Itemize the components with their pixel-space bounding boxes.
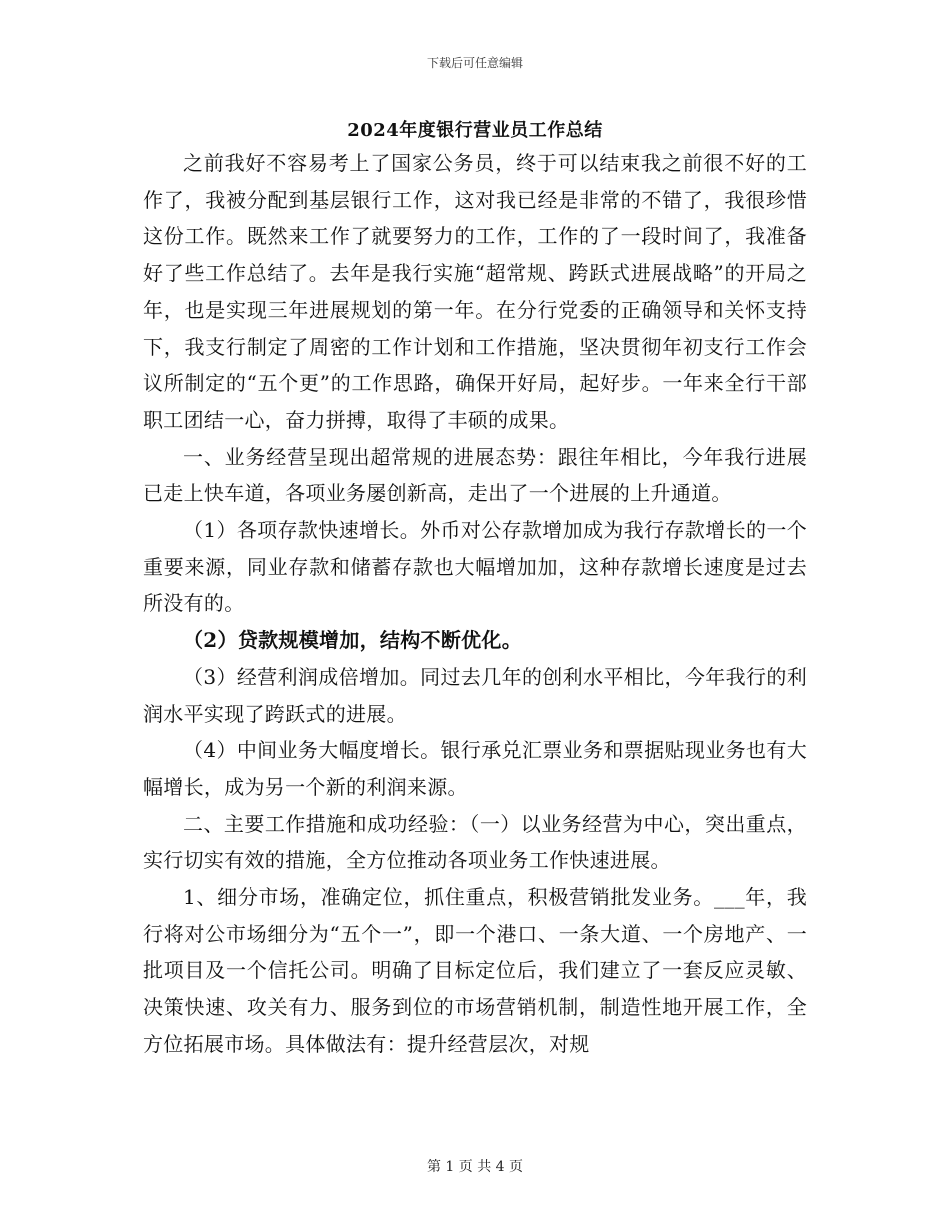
page-number-footer: 第 1 页 共 4 页 bbox=[426, 1159, 524, 1175]
paragraph-intro: 之前我好不容易考上了国家公务员，终于可以结束我之前很不好的工作了，我被分配到基层银行工作，这对我已经是非常的不错了，我很珍惜这份工作。既然来工作了就要努力的工作，工作的了一段时间了，我准备好了些工作总结了。去年是我行实施“超常规、跨跃式进展战略”的开局之年，也是实现三年进展规划的第一年。在分行党委的正确领导和关怀支持下，我支行制定了周密的工作计划和工作措施，坚决贯彻年初支行工作会议所制定的“五个更”的工作思路，确保开好局，起好步。一年来全行干部职工团结一心，奋力拼搏，取得了丰硕的成果。 bbox=[143, 151, 807, 432]
paragraph-section-1: 一、业务经营呈现出超常规的进展态势：跟往年相比，今年我行进展已走上快车道，各项业务屡创新高，走出了一个进展的上升通道。 bbox=[143, 444, 807, 506]
paragraph-item-4: （4）中间业务大幅度增长。银行承兑汇票业务和票据贴现业务也有大幅增长，成为另一个新的利润来源。 bbox=[143, 738, 807, 799]
document-body bbox=[143, 145, 807, 1063]
paragraph-subitem-1: 1、细分市场，准确定位，抓住重点，积极营销批发业务。___年，我行将对公市场细分为“五个一”，即一个港口、一条大道、一个房地产、一批项目及一个信托公司。明确了目标定位后，我们建立了一套反应灵敏、决策快速、攻关有力、服务到位的市场营销机制，制造性地开展工作，全方位拓展市场。具体做法有：提升经营层次，对规 bbox=[143, 885, 807, 1056]
page-header-note: 下载后可任意编辑 bbox=[426, 56, 523, 70]
paragraph-item-3: （3）经营利润成倍增加。同过去几年的创利水平相比，今年我行的利润水平实现了跨跃式的进展。 bbox=[143, 664, 807, 726]
paragraph-item-1: （1）各项存款快速增长。外币对公存款增加成为我行存款增长的一个重要来源，同业存款和储蓄存款也大幅增加加，这种存款增长速度是过去所没有的。 bbox=[143, 518, 807, 616]
paragraph-item-2: （2）贷款规模增加，结构不断优化。 bbox=[183, 628, 523, 653]
document-title: 2024年度银行营业员工作总结 bbox=[347, 120, 603, 141]
paragraph-section-2: 二、主要工作措施和成功经验：（一）以业务经营为中心，突出重点，实行切实有效的措施，全方位推动各项业务工作快速进展。 bbox=[143, 811, 807, 873]
